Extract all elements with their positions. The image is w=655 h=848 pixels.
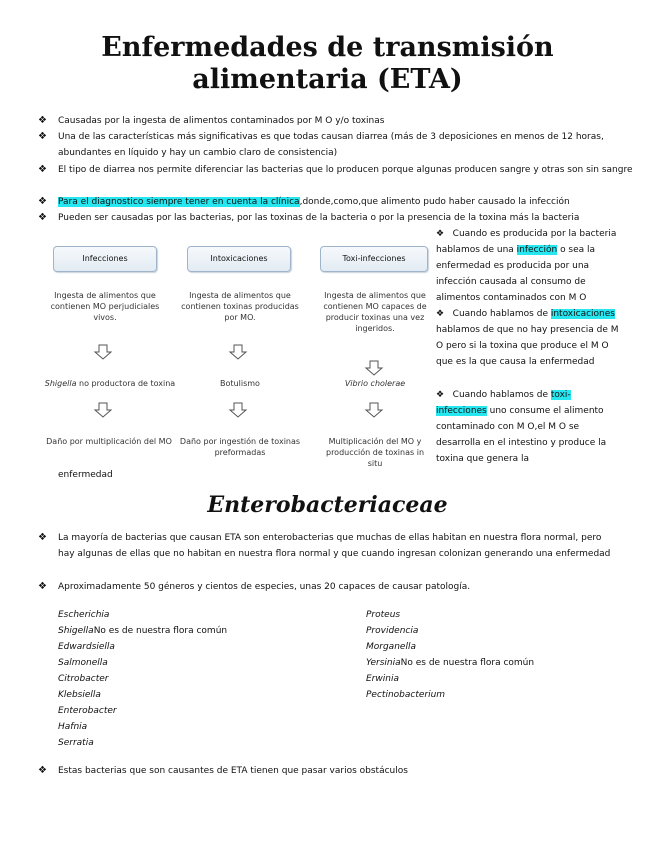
bullet-icon: ❖ [38, 131, 47, 142]
genus-item [58, 639, 318, 655]
genus-name: Enterobacter [58, 706, 117, 716]
genus-name: Shigella [58, 626, 94, 636]
toxi-infecciones-result: Multiplicación del MO y producción de toxinas in situ [325, 437, 425, 468]
genus-item [58, 687, 318, 703]
bullet-text: El tipo de diarrea nos permite diferenciar las bacterias que lo producen porque algunas producen sangre y otras son sin sangre [58, 165, 633, 175]
genus-name: Serratia [58, 738, 94, 748]
bullet-text: La mayoría de bacterias que causan ETA son enterobacterias que muchas de ellas habitan en nuestra flora normal, pero hay algunas de ellas que no habitan en nuestra flora normal y que cuando ingresan colonizan generando una enfermedad [58, 533, 611, 559]
genus-item [58, 655, 318, 671]
bullet-text: Pueden ser causadas por las bacterias, por las toxinas de la bacteria o por la presencia de la toxina más la bacteria [58, 213, 580, 223]
highlight: toxi-infecciones [436, 390, 571, 416]
genera-list-left [58, 607, 318, 751]
bullet-text: Una de las características más significativas es que todas causan diarrea (más de 3 deposiciones en menos de 12 horas, abundantes en líquido y hay un cambio claro de consistencia) [58, 132, 604, 158]
section-title: Enterobacteriaceae [207, 492, 448, 518]
genus-note: No es de nuestra flora común [400, 658, 535, 668]
infecciones-desc: Ingesta de alimentos que contienen MO perjudiciales vivos. [50, 291, 160, 322]
right-paragraph-1: ❖ Cuando es producida por la bacteria hablamos de una infección o sea la enfermedad es producida por una infección causada al consumo de alimentos contaminados con M O [436, 229, 617, 303]
bullet-icon: ❖ [436, 390, 445, 400]
genus-name: Escherichia [58, 610, 110, 620]
down-arrow-icon [364, 402, 384, 418]
header-infecciones: Infecciones [53, 246, 157, 272]
down-arrow-icon [93, 402, 113, 418]
header-toxi-infecciones: Toxi-infecciones [320, 246, 428, 272]
genus-note: No es de nuestra flora común [93, 626, 228, 636]
bullet-icon: ❖ [38, 196, 47, 207]
genus-name: Morganella [366, 642, 416, 652]
down-arrow-icon [93, 344, 113, 360]
genus-item [58, 703, 318, 719]
bullet-icon: ❖ [38, 765, 47, 776]
highlight: Para el diagnostico siempre tener en cuenta la clínica [58, 197, 300, 207]
intoxicaciones-desc: Ingesta de alimentos que contienen toxinas producidas por MO. [181, 291, 299, 322]
intoxicaciones-example: Botulismo [220, 379, 260, 388]
bullet-icon: ❖ [38, 164, 47, 175]
toxi-infecciones-example: Vibrio cholerae [344, 379, 406, 388]
genus-item [58, 607, 318, 623]
genus-item [366, 607, 626, 623]
right-paragraph-2: ❖ Cuando hablamos de intoxicaciones hablamos de que no hay presencia de M O pero si la toxina que produce el M O que es la que causa la enfermedad [436, 309, 619, 367]
intoxicaciones-result: Daño por ingestión de toxinas preformadas [179, 437, 301, 457]
highlight: infección [516, 245, 558, 255]
genus-item [366, 687, 626, 703]
bullet-icon: ❖ [436, 309, 445, 319]
bullet-text: Aproximadamente 50 géneros y cientos de especies, unas 20 capaces de causar patología. [58, 582, 471, 592]
bullet-icon: ❖ [38, 532, 47, 543]
genus-name: Yersinia [366, 658, 401, 668]
genus-name: Hafnia [58, 722, 88, 732]
genus-name: Providencia [366, 626, 419, 636]
right-paragraph-tail: enfermedad [58, 470, 113, 480]
genus-item [366, 671, 626, 687]
infecciones-result: Daño por multiplicación del MO [46, 437, 172, 446]
bullet-text: Para el diagnostico siempre tener en cuenta la clínica,donde,como,que alimento pudo haber causado la infección [58, 197, 570, 207]
down-arrow-icon [228, 402, 248, 418]
genus-name: Klebsiella [58, 690, 101, 700]
genus-name: Proteus [366, 610, 401, 620]
header-intoxicaciones: Intoxicaciones [187, 246, 291, 272]
genus-item [58, 719, 318, 735]
bullet-text: Causadas por la ingesta de alimentos contaminados por M O y/o toxinas [58, 116, 385, 126]
toxi-infecciones-desc: Ingesta de alimentos que contienen MO capaces de producir toxinas una vez ingeridos. [323, 291, 427, 333]
genus-name: Edwardsiella [58, 642, 115, 652]
genera-list-right [366, 607, 626, 703]
genus-name: Salmonella [58, 658, 108, 668]
genus-name: Citrobacter [58, 674, 109, 684]
down-arrow-icon [228, 344, 248, 360]
genus-item [58, 623, 318, 639]
page-title [0, 32, 655, 96]
down-arrow-icon [364, 360, 384, 376]
title-line-1: Enfermedades de transmisión [101, 32, 554, 63]
infecciones-example: Shigella no productora de toxina [44, 379, 176, 388]
genus-name: Erwinia [366, 674, 399, 684]
bullet-text: Estas bacterias que son causantes de ETA tienen que pasar varios obstáculos [58, 766, 408, 776]
genus-name: Pectinobacterium [366, 690, 446, 700]
right-paragraph-3: ❖ Cuando hablamos de toxi-infecciones uno consume el alimento contaminado con M O,el M O se desarrolla en el intestino y produce la toxina que genera la [436, 390, 607, 464]
bullet-icon: ❖ [436, 229, 445, 239]
bullet-icon: ❖ [38, 581, 47, 592]
genus-item [366, 623, 626, 639]
title-line-2: alimentaria (ETA) [192, 64, 463, 95]
bullet-icon: ❖ [38, 212, 47, 223]
genus-item [58, 735, 318, 751]
genus-item [58, 671, 318, 687]
genus-item [366, 655, 626, 671]
bullet-icon: ❖ [38, 115, 47, 126]
genus-item [366, 639, 626, 655]
highlight: intoxicaciones [550, 309, 615, 319]
